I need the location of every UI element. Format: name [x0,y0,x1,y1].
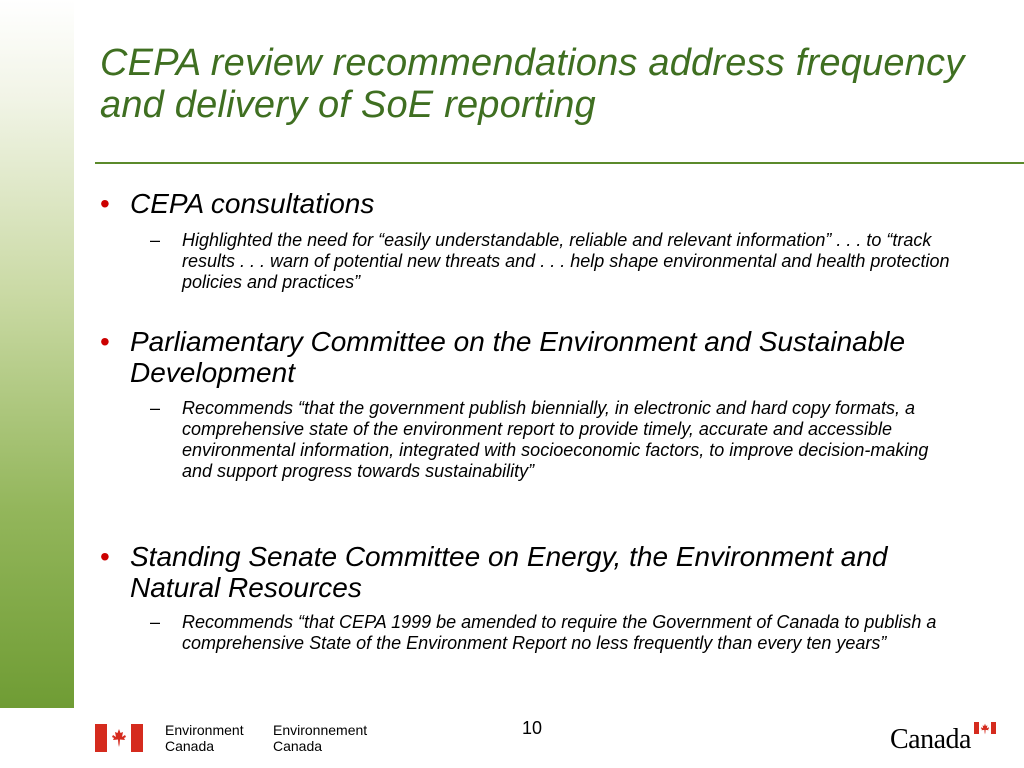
slide-title: CEPA review recommendations address frequency and delivery of SoE reporting [100,42,965,126]
slide-footer [0,708,1024,768]
bullet-text: CEPA consultations [130,188,375,219]
bullet-item-2 [100,326,980,388]
decorative-sidebar [0,0,74,708]
bullet-dot-icon: • [100,188,110,219]
canada-wordmark [890,720,1000,754]
bullet-dot-icon: • [100,541,110,572]
sub-bullet-text: Highlighted the need for “easily understandable, reliable and relevant information” . . . to “track results . . . warn of potential new threats and . . . help shape environmental and health protection policies and practices” [182,230,950,292]
signature-fr-line2: Canada [273,738,323,754]
wordmark-text: Canada [890,724,971,755]
signature-fr-line1: Environnement [273,722,368,738]
dash-icon: – [150,398,161,418]
bullet-dot-icon: • [100,326,110,357]
title-divider [95,162,1024,164]
maple-leaf-flag-icon [95,724,143,752]
bullet-item-3 [100,541,980,603]
dash-icon: – [150,612,161,632]
sub-bullet-text: Recommends “that CEPA 1999 be amended to require the Government of Canada to publish a comprehensive State of the Environment Report no less frequently than every ten years” [182,612,937,653]
signature-french [273,722,367,754]
signature-en-line1: Environment [165,722,244,738]
sub-bullet-3 [150,612,950,654]
bullet-item-1 [100,188,980,219]
bullet-text: Parliamentary Committee on the Environment and Sustainable Development [130,326,906,388]
sub-bullet-2 [150,398,950,482]
sub-bullet-text: Recommends “that the government publish biennially, in electronic and hard copy formats, a comprehensive state of the environment report to provide timely, accurate and accessible environmental information, integrated with socioeconomic factors, to improve decision-making and support progress towards sustainability” [182,398,929,481]
page-number: 10 [522,718,543,738]
dash-icon: – [150,230,161,250]
signature-english [165,722,244,754]
wordmark-flag-icon [974,722,996,734]
maple-leaf-icon [979,723,991,735]
maple-leaf-icon [109,728,129,748]
sub-bullet-1 [150,230,950,293]
bullet-text: Standing Senate Committee on Energy, the Environment and Natural Resources [130,541,888,603]
signature-en-line2: Canada [165,738,215,754]
